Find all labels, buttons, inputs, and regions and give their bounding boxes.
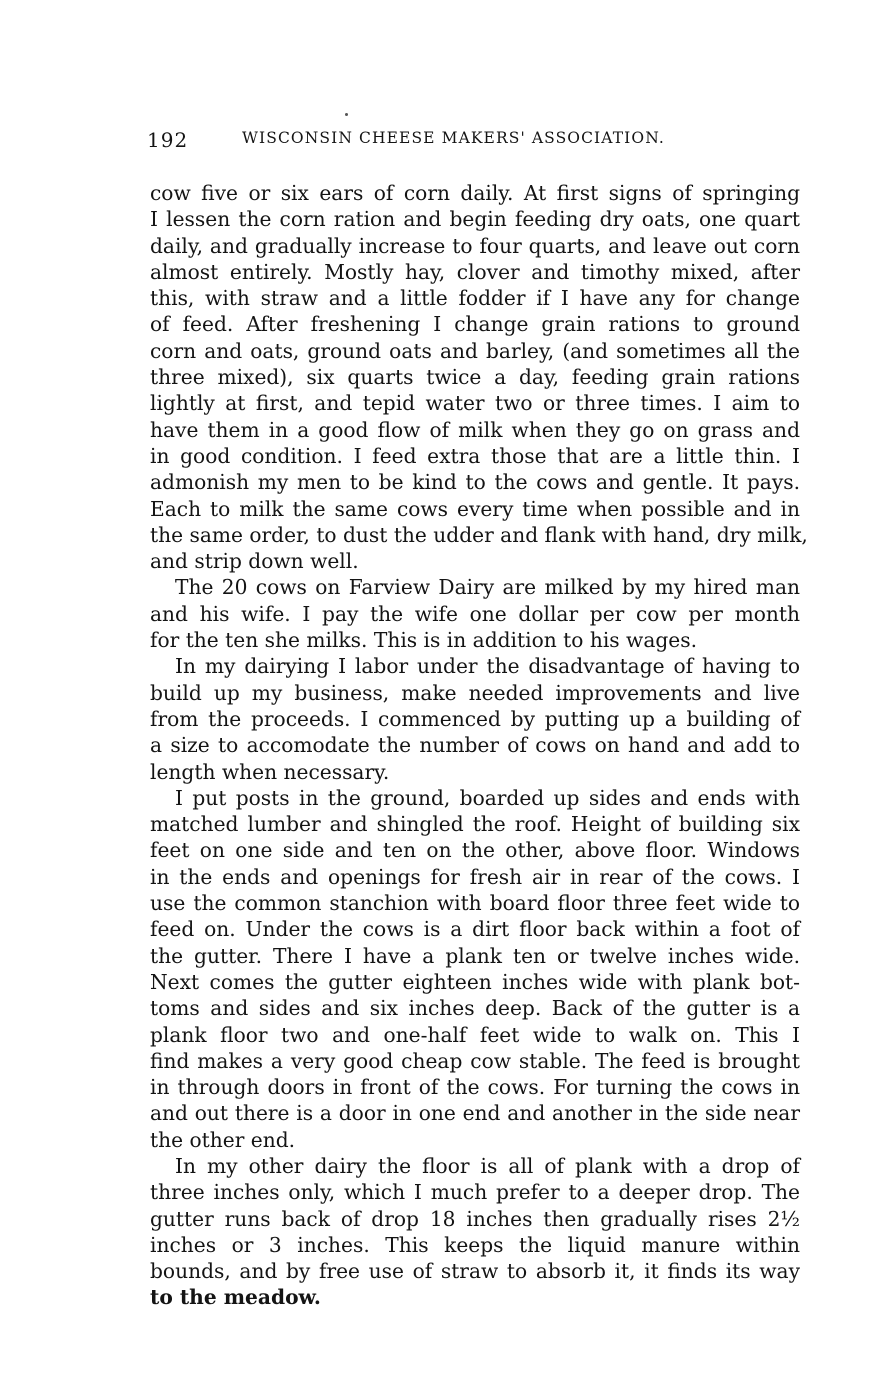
- text-line: in good condition. I feed extra those that are a little thin. I: [150, 443, 800, 468]
- text-line: three inches only, which I much prefer to a deeper drop. The: [150, 1180, 800, 1205]
- paragraph-end-line: and strip down well.: [150, 549, 359, 574]
- text-line: find makes a very good cheap cow stable. The feed is brought: [150, 1048, 800, 1073]
- text-line: plank floor two and one-half feet wide to walk on. This I: [150, 1022, 800, 1047]
- text-line: feet on one side and ten on the other, above floor. Windows: [150, 838, 800, 863]
- paragraph-end-line: to the meadow.: [150, 1285, 321, 1310]
- paragraph-first-line: I put posts in the ground, boarded up sides and ends with: [175, 785, 800, 810]
- text-line: almost entirely. Mostly hay, clover and timothy mixed, after: [150, 259, 800, 284]
- text-line: three mixed), six quarts twice a day, feeding grain rations: [150, 365, 800, 390]
- text-line: the same order, to dust the udder and flank with hand, dry milk,: [150, 522, 808, 547]
- paragraph-first-line: The 20 cows on Farview Dairy are milked by my hired man: [175, 575, 800, 600]
- paragraph-end-line: for the ten she milks. This is in addition to his wages.: [150, 628, 698, 653]
- text-line: toms and sides and six inches deep. Back of the gutter is a: [150, 996, 800, 1021]
- paragraph-end-line: length when necessary.: [150, 759, 390, 784]
- paragraph-end-line: the other end.: [150, 1127, 296, 1152]
- text-line: cow five or six ears of corn daily. At first signs of springing: [150, 181, 800, 205]
- text-line: Each to milk the same cows every time when possible and in: [150, 496, 800, 521]
- paragraph-first-line: In my other dairy the floor is all of plank with a drop of: [175, 1153, 800, 1178]
- running-title: WISCONSIN CHEESE MAKERS' ASSOCIATION.: [242, 129, 665, 147]
- text-line: this, with straw and a little fodder if I have any for change: [150, 286, 800, 311]
- text-line: use the common stanchion with board floor three feet wide to: [150, 891, 800, 916]
- text-line: have them in a good flow of milk when they go on grass and: [150, 417, 800, 442]
- text-line: and out there is a door in one end and another in the side near: [150, 1101, 800, 1126]
- text-line: bounds, and by free use of straw to absorb it, it finds its way: [150, 1259, 800, 1284]
- text-line: daily, and gradually increase to four quarts, and leave out corn: [150, 233, 800, 258]
- text-line: Next comes the gutter eighteen inches wide with plank bot-: [150, 969, 800, 994]
- text-line: the gutter. There I have a plank ten or twelve inches wide.: [150, 943, 800, 968]
- text-line: gutter runs back of drop 18 inches then gradually rises 2½: [150, 1206, 800, 1231]
- print-speck: [345, 113, 348, 116]
- body-text: [150, 180, 808, 1311]
- text-line: from the proceeds. I commenced by putting up a building of: [150, 706, 800, 731]
- text-line: I lessen the corn ration and begin feeding dry oats, one quart: [150, 207, 800, 232]
- page-number: 192: [147, 128, 189, 152]
- text-line: lightly at first, and tepid water two or three times. I aim to: [150, 391, 800, 416]
- paragraph-first-line: In my dairying I labor under the disadvantage of having to: [175, 654, 800, 679]
- running-head: [147, 128, 807, 158]
- text-line: and his wife. I pay the wife one dollar per cow per month: [150, 601, 800, 626]
- text-line: matched lumber and shingled the roof. Height of building six: [150, 812, 800, 837]
- text-line: admonish my men to be kind to the cows and gentle. It pays.: [150, 470, 800, 495]
- text-line: inches or 3 inches. This keeps the liquid manure within: [150, 1232, 800, 1257]
- text-line: in through doors in front of the cows. For turning the cows in: [150, 1075, 800, 1100]
- text-line: a size to accomodate the number of cows on hand and add to: [150, 733, 800, 758]
- text-line: in the ends and openings for fresh air in rear of the cows. I: [150, 864, 800, 889]
- text-line: corn and oats, ground oats and barley, (and sometimes all the: [150, 338, 800, 363]
- text-line: of feed. After freshening I change grain rations to ground: [150, 312, 800, 337]
- text-line: feed on. Under the cows is a dirt floor back within a foot of: [150, 917, 800, 942]
- text-line: build up my business, make needed improvements and live: [150, 680, 800, 705]
